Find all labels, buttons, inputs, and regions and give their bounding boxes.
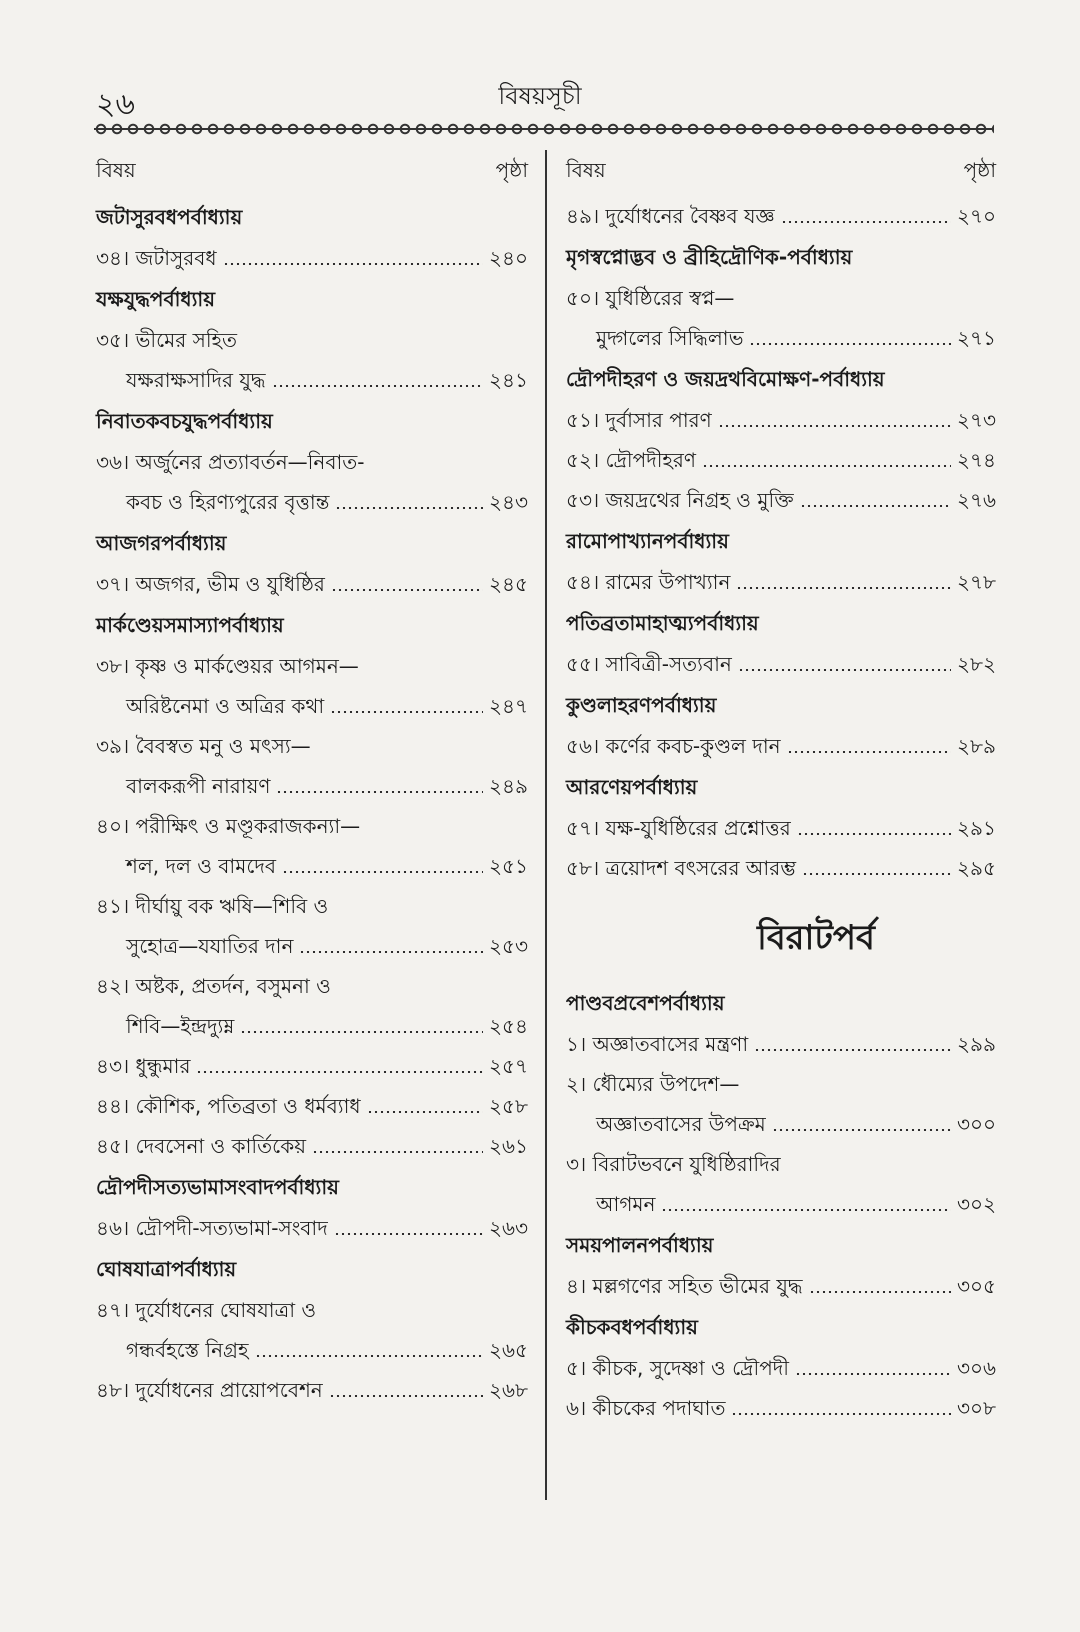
leader-dots bbox=[781, 221, 951, 223]
column-header-subject: বিষয় bbox=[96, 158, 136, 182]
entry-page-number: ৩০৫ bbox=[957, 1274, 996, 1298]
section-heading: কীচকবধপর্বাধ্যায় bbox=[566, 1315, 698, 1339]
section-heading: কুণ্ডলাহরণপর্বাধ্যায় bbox=[566, 693, 717, 717]
entry-page-number: ২৪৯ bbox=[489, 774, 528, 798]
section-heading: যক্ষযুদ্ধপর্বাধ্যায় bbox=[96, 287, 216, 311]
section-heading: সময়পালনপর্বাধ্যায় bbox=[566, 1233, 714, 1257]
leader-dots bbox=[334, 1233, 483, 1235]
entry-page-number: ২৯১ bbox=[957, 816, 996, 840]
contents-entry bbox=[566, 196, 996, 236]
contents-entry bbox=[96, 846, 528, 886]
entry-title: ৪৪। কৌশিক, পতিব্রতা ও ধর্মব্যাধ bbox=[96, 1094, 361, 1118]
entry-page-number: ২৪৫ bbox=[489, 572, 528, 596]
entry-title: ৫৫। সাবিত্রী-সত্যবান bbox=[566, 652, 732, 676]
section-heading: মার্কণ্ডেয়সমাস্যাপর্বাধ্যায় bbox=[96, 613, 284, 637]
leader-dots bbox=[272, 385, 484, 387]
entry-page-number: ২৫৭ bbox=[489, 1054, 528, 1078]
entry-title: যক্ষরাক্ষসাদির যুদ্ধ bbox=[126, 368, 266, 392]
column-header bbox=[566, 150, 996, 190]
leader-dots bbox=[736, 587, 951, 589]
parva-title: বিরাটপর্ব bbox=[757, 918, 875, 958]
entry-page-number: ২৭৪ bbox=[957, 448, 996, 472]
entry-title: ৪২। অষ্টক, প্রতর্দন, বসুমনা ও bbox=[96, 974, 331, 998]
contents-list bbox=[566, 196, 996, 1428]
entry-title: অরিষ্টনেমা ও অত্রির কথা bbox=[126, 694, 325, 718]
entry-page-number: ৩০৮ bbox=[957, 1396, 996, 1420]
entry-page-number: ২৬৫ bbox=[489, 1338, 528, 1362]
entry-page-number: ৩০০ bbox=[956, 1112, 996, 1136]
leader-dots bbox=[276, 791, 483, 793]
entry-title: ৫৬। কর্ণের কবচ-কুণ্ডল দান bbox=[566, 734, 781, 758]
entry-page-number: ২৫৮ bbox=[489, 1094, 528, 1118]
entry-page-number: ২৯৯ bbox=[957, 1032, 996, 1056]
contents-entry bbox=[96, 1006, 528, 1046]
entry-title: ৫৪। রামের উপাখ্যান bbox=[566, 570, 731, 594]
entry-title: ৩৮। কৃষ্ণ ও মার্কণ্ডেয়র আগমন— bbox=[96, 654, 359, 678]
leader-dots bbox=[809, 1291, 951, 1293]
entry-title: অজ্ঞাতবাসের উপক্রম bbox=[596, 1112, 766, 1136]
section-heading: পতিব্রতামাহাত্ম্যপর্বাধ্যায় bbox=[566, 611, 759, 635]
leader-dots bbox=[329, 1395, 483, 1397]
contents-entry bbox=[96, 1046, 528, 1086]
contents-entry bbox=[96, 442, 528, 482]
contents-entry bbox=[96, 966, 528, 1006]
entry-title: ৫১। দুর্বাসার পারণ bbox=[566, 408, 712, 432]
leader-dots bbox=[255, 1355, 483, 1357]
entry-title: ৩৫। ভীমের সহিত bbox=[96, 328, 238, 352]
leader-dots bbox=[800, 505, 951, 507]
contents-entry bbox=[566, 1266, 996, 1306]
section-heading: মৃগস্বপ্নোদ্ভব ও ব্রীহিদ্রৌণিক-পর্বাধ্যায় bbox=[566, 245, 853, 269]
leader-dots bbox=[738, 669, 951, 671]
leader-dots bbox=[661, 1209, 951, 1211]
contents-entry bbox=[566, 400, 996, 440]
entry-page-number: ২৫৪ bbox=[489, 1014, 528, 1038]
contents-entry bbox=[96, 886, 528, 926]
entry-title: শিবি—ইন্দ্রদ্যুম্ন bbox=[126, 1014, 235, 1038]
leader-dots bbox=[731, 1413, 951, 1415]
column-header bbox=[96, 150, 528, 190]
column-header-subject: বিষয় bbox=[566, 158, 606, 182]
section-heading: রামোপাখ্যানপর্বাধ্যায় bbox=[566, 529, 729, 553]
entry-page-number: ২৫১ bbox=[489, 854, 528, 878]
contents-entry bbox=[96, 482, 528, 522]
leader-dots bbox=[772, 1129, 951, 1131]
section-heading: ঘোষযাত্রাপর্বাধ্যায় bbox=[96, 1257, 237, 1281]
leader-dots bbox=[797, 833, 951, 835]
column-header-page: পৃষ্ঠা bbox=[963, 158, 996, 182]
entry-page-number: ২৭০ bbox=[956, 204, 996, 228]
leader-dots bbox=[240, 1031, 483, 1033]
leader-dots bbox=[335, 507, 483, 509]
leader-dots bbox=[331, 589, 483, 591]
contents-entry bbox=[96, 1370, 528, 1410]
contents-entry bbox=[96, 726, 528, 766]
leader-dots bbox=[299, 951, 483, 953]
contents-entry bbox=[566, 848, 996, 888]
entry-title: ৩। বিরাটভবনে যুধিষ্ঠিরাদির bbox=[566, 1152, 781, 1176]
contents-entry bbox=[566, 1064, 996, 1104]
contents-entry bbox=[96, 564, 528, 604]
section-heading: দ্রৌপদীসত্যভামাসংবাদপর্বাধ্যায় bbox=[96, 1175, 339, 1199]
contents-entry bbox=[566, 1388, 996, 1428]
leader-dots bbox=[312, 1151, 483, 1153]
entry-title: ৫। কীচক, সুদেষ্ণা ও দ্রৌপদী bbox=[566, 1356, 789, 1380]
contents-entry bbox=[96, 806, 528, 846]
entry-title: সুহোত্র—যযাতির দান bbox=[126, 934, 294, 958]
entry-title: ২। ধৌম্যের উপদেশ— bbox=[566, 1072, 740, 1096]
entry-page-number: ২৪১ bbox=[489, 368, 528, 392]
contents-entry bbox=[96, 1126, 528, 1166]
leader-dots bbox=[702, 465, 951, 467]
section-heading: নিবাতকবচযুদ্ধপর্বাধ্যায় bbox=[96, 409, 273, 433]
entry-title: মুদ্গলের সিদ্ধিলাভ bbox=[596, 326, 744, 350]
entry-page-number: ২৬১ bbox=[489, 1134, 528, 1158]
entry-title: ৪৮। দুর্যোধনের প্রায়োপবেশন bbox=[96, 1378, 323, 1402]
entry-title: ৪৩। ধুন্ধুমার bbox=[96, 1054, 191, 1078]
entry-page-number: ২৪৩ bbox=[489, 490, 528, 514]
contents-column-left bbox=[96, 150, 528, 1410]
contents-entry bbox=[96, 686, 528, 726]
entry-title: গন্ধর্বহস্তে নিগ্রহ bbox=[126, 1338, 249, 1362]
contents-entry bbox=[566, 440, 996, 480]
contents-entry bbox=[566, 480, 996, 520]
entry-page-number: ২৪৭ bbox=[489, 694, 528, 718]
section-heading: আরণেয়পর্বাধ্যায় bbox=[566, 775, 698, 799]
contents-column-right bbox=[566, 150, 996, 1428]
column-divider bbox=[545, 150, 547, 1500]
entry-title: আগমন bbox=[596, 1192, 656, 1216]
contents-entry bbox=[566, 278, 996, 318]
leader-dots bbox=[330, 711, 483, 713]
page-number: ২৬ bbox=[96, 87, 136, 122]
entry-page-number: ২৯৫ bbox=[957, 856, 996, 880]
contents-entry bbox=[96, 1290, 528, 1330]
contents-entry bbox=[566, 1024, 996, 1064]
leader-dots bbox=[749, 343, 951, 345]
entry-title: ৪১। দীর্ঘায়ু বক ঋষি—শিবি ও bbox=[96, 894, 329, 918]
entry-title: ৪০। পরীক্ষিৎ ও মণ্ডূকরাজকন্যা— bbox=[96, 814, 361, 838]
entry-title: ৪৫। দেবসেনা ও কার্তিকেয় bbox=[96, 1134, 306, 1158]
contents-entry bbox=[96, 360, 528, 400]
contents-entry bbox=[566, 644, 996, 684]
entry-title: বালকরূপী নারায়ণ bbox=[126, 774, 271, 798]
column-header-page: পৃষ্ঠা bbox=[495, 158, 528, 182]
entry-page-number: ২৮২ bbox=[957, 652, 996, 676]
contents-entry bbox=[96, 1086, 528, 1126]
contents-entry bbox=[566, 808, 996, 848]
entry-title: শল, দল ও বামদেব bbox=[126, 854, 277, 878]
entry-title: কবচ ও হিরণ্যপুরের বৃত্তান্ত bbox=[126, 490, 330, 514]
entry-page-number: ২৭৩ bbox=[956, 408, 996, 432]
contents-entry bbox=[566, 1144, 996, 1184]
leader-dots bbox=[718, 425, 951, 427]
entry-title: ৪। মল্লগণের সহিত ভীমের যুদ্ধ bbox=[566, 1274, 803, 1298]
section-heading: জটাসুরবধপর্বাধ্যায় bbox=[96, 205, 243, 229]
leader-dots bbox=[802, 873, 951, 875]
contents-entry bbox=[96, 320, 528, 360]
entry-page-number: ২৭৮ bbox=[957, 570, 996, 594]
entry-title: ৫৭। যক্ষ-যুধিষ্ঠিরের প্রশ্নোত্তর bbox=[566, 816, 791, 840]
entry-title: ৫৩। জয়দ্রথের নিগ্রহ ও মুক্তি bbox=[566, 488, 794, 512]
contents-entry bbox=[566, 1184, 996, 1224]
contents-entry bbox=[96, 238, 528, 278]
leader-dots bbox=[795, 1373, 951, 1375]
entry-title: ১। অজ্ঞাতবাসের মন্ত্রণা bbox=[566, 1032, 749, 1056]
contents-list bbox=[96, 196, 528, 1410]
contents-entry bbox=[96, 1208, 528, 1248]
leader-dots bbox=[367, 1111, 483, 1113]
entry-page-number: ২৪০ bbox=[489, 246, 528, 270]
contents-entry bbox=[96, 766, 528, 806]
entry-title: ৩৪। জটাসুরবধ bbox=[96, 246, 217, 270]
entry-page-number: ৩০২ bbox=[956, 1192, 996, 1216]
contents-entry bbox=[96, 926, 528, 966]
header-ornament-rule bbox=[94, 122, 994, 136]
entry-page-number: ২৬৩ bbox=[488, 1216, 528, 1240]
contents-entry bbox=[566, 726, 996, 766]
contents-entry bbox=[566, 318, 996, 358]
entry-title: ৫০। যুধিষ্ঠিরের স্বপ্ন— bbox=[566, 286, 735, 310]
contents-entry bbox=[566, 1104, 996, 1144]
entry-title: ৩৯। বৈবস্বত মনু ও মৎস্য— bbox=[96, 734, 311, 758]
entry-page-number: ২৭৬ bbox=[956, 488, 996, 512]
entry-page-number: ২৮৯ bbox=[957, 734, 996, 758]
leader-dots bbox=[754, 1049, 951, 1051]
leader-dots bbox=[282, 871, 483, 873]
entry-title: ৪৭। দুর্যোধনের ঘোষযাত্রা ও bbox=[96, 1298, 317, 1322]
entry-page-number: ২৬৮ bbox=[489, 1378, 528, 1402]
entry-title: ৫২। দ্রৌপদীহরণ bbox=[566, 448, 697, 472]
entry-title: ৩৬। অর্জুনের প্রত্যাবর্তন—নিবাত- bbox=[96, 450, 365, 474]
leader-dots bbox=[223, 263, 483, 265]
contents-entry bbox=[566, 1348, 996, 1388]
leader-dots bbox=[787, 751, 951, 753]
entry-title: ৩৭। অজগর, ভীম ও যুধিষ্ঠির bbox=[96, 572, 325, 596]
entry-title: ৬। কীচকের পদাঘাত bbox=[566, 1396, 726, 1420]
entry-page-number: ২৫৩ bbox=[489, 934, 528, 958]
contents-entry bbox=[96, 646, 528, 686]
entry-page-number: ২৭১ bbox=[957, 326, 996, 350]
section-heading: আজগরপর্বাধ্যায় bbox=[96, 531, 227, 555]
section-heading: পাণ্ডবপ্রবেশপর্বাধ্যায় bbox=[566, 991, 725, 1015]
entry-title: ৪৬। দ্রৌপদী-সত্যভামা-সংবাদ bbox=[96, 1216, 328, 1240]
entry-title: ৫৮। ত্রয়োদশ বৎসরের আরম্ভ bbox=[566, 856, 797, 880]
entry-title: ৪৯। দুর্যোধনের বৈষ্ণব যজ্ঞ bbox=[566, 204, 775, 228]
contents-entry bbox=[96, 1330, 528, 1370]
running-head: বিষয়সূচী bbox=[498, 82, 582, 110]
leader-dots bbox=[196, 1071, 483, 1073]
section-heading: দ্রৌপদীহরণ ও জয়দ্রথবিমোক্ষণ-পর্বাধ্যায় bbox=[566, 367, 885, 391]
entry-page-number: ৩০৬ bbox=[956, 1356, 996, 1380]
contents-entry bbox=[566, 562, 996, 602]
